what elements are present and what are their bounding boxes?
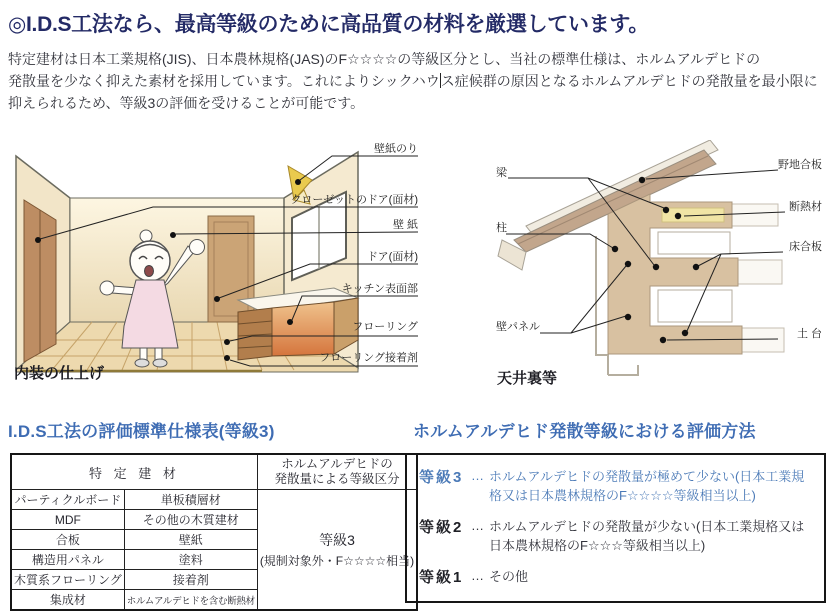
grade-description: その他 <box>489 569 529 584</box>
cell-material: ホルムアルデヒドを含む断熱材 <box>124 590 257 611</box>
header-materials: 特 定 建 材 <box>11 454 257 490</box>
grade-cell-line1: 等級3 <box>319 532 355 548</box>
intro-line-2 <box>8 70 828 92</box>
attic-drawing <box>478 140 830 378</box>
label-beam: 梁 <box>496 167 507 179</box>
intro-line-2b: ス症候群の原因となるホルムアルデヒドの発散量を最小限に <box>440 73 818 89</box>
intro-line-3: 抑えられるため、等級3の評価を受けることが可能です。 <box>8 95 365 111</box>
interior-drawing <box>12 140 422 378</box>
cell-material: その他の木質建材 <box>124 510 257 530</box>
cell-material: 木質系フローリング <box>11 570 124 590</box>
grade-dots: … <box>471 518 484 533</box>
grade-description: ホルムアルデヒドの発散量が少ない(日本工業規格又は日本農林規格のF☆☆☆等級相当以上) <box>489 519 805 553</box>
label-roof-board: 野地合板 <box>778 159 822 171</box>
label-floor-board: 床合板 <box>789 241 822 253</box>
label-closet-door: クローゼットのドア(面材) <box>290 194 418 206</box>
header-grade-line1: ホルムアルデヒドの <box>281 457 393 471</box>
header-grade-class <box>257 454 417 490</box>
label-sill: 土 台 <box>796 328 822 340</box>
attic-caption: 天井裏等 <box>497 370 558 387</box>
evaluation-box <box>405 453 826 603</box>
cavity-top <box>658 232 730 254</box>
label-flooring-adhesive: フローリング接着剤 <box>319 352 418 364</box>
cell-material: 単板積層材 <box>124 490 257 510</box>
grade-cell-line2: (規制対象外・F☆☆☆☆相当) <box>259 554 415 568</box>
grade-dots: … <box>471 568 484 583</box>
grade-label: 等級1 <box>419 569 464 586</box>
cell-material: 塗料 <box>124 550 257 570</box>
intro-line-2a: 発散量を少なく抑えた素材を採用しています。これによりシックハウ <box>8 73 440 89</box>
grade-description: ホルムアルデヒドの発散量が極めて少ない(日本工業規格又は日本農林規格のF☆☆☆☆等級相当以上) <box>489 469 805 503</box>
evaluation-heading: ホルムアルデヒド発散等級における評価方法 <box>413 422 756 441</box>
cavity-bottom <box>658 290 732 322</box>
intro-line-1: 特定建材は日本工業規格(JIS)、日本農林規格(JAS)のF☆☆☆☆の等級区分とし、当社の標準仕様は、ホルムアルデヒドの <box>8 51 761 67</box>
cell-material: 集成材 <box>11 590 124 611</box>
spec-table <box>10 453 418 611</box>
page-title: ◎I.D.S工法なら、最高等級のために高品質の材料を厳選しています。 <box>8 13 650 36</box>
label-pillar: 柱 <box>496 222 507 234</box>
spec-table-heading: I.D.S工法の評価標準仕様表(等級3) <box>8 422 275 441</box>
grade-label: 等級2 <box>419 519 464 536</box>
grade-dots: … <box>471 468 484 483</box>
label-wallpaper-glue: 壁紙のり <box>374 143 418 155</box>
table-row <box>11 490 417 510</box>
header-grade-line2: 発散量による等級区分 <box>274 472 400 486</box>
table-header-row <box>11 454 417 490</box>
label-wall-panel: 壁パネル <box>496 321 540 333</box>
interior-illustration <box>12 140 422 378</box>
cell-material: 構造用パネル <box>11 550 124 570</box>
cell-material: MDF <box>11 510 124 530</box>
cell-material: 壁紙 <box>124 530 257 550</box>
evaluation-item-grade1 <box>419 566 814 587</box>
label-flooring: フローリング <box>352 321 418 333</box>
closet <box>24 200 56 362</box>
room-door <box>208 216 254 322</box>
attic-illustration <box>478 140 830 378</box>
interior-caption: 内装の仕上げ <box>14 365 105 382</box>
cell-material: 合板 <box>11 530 124 550</box>
evaluation-item-grade3 <box>419 466 814 505</box>
cell-material: パーティクルボード <box>11 490 124 510</box>
label-kitchen-surface: キッチン表面部 <box>341 283 418 295</box>
label-door: ドア(面材) <box>367 251 418 263</box>
grade-label: 等級3 <box>419 469 464 486</box>
evaluation-item-grade2 <box>419 516 814 555</box>
cell-material: 接着剤 <box>124 570 257 590</box>
label-wallpaper: 壁 紙 <box>392 219 418 231</box>
kitchen-counter <box>238 288 358 360</box>
intro-paragraph <box>8 48 828 114</box>
grade-cell <box>257 490 417 611</box>
label-insulation: 断熱材 <box>789 201 822 213</box>
